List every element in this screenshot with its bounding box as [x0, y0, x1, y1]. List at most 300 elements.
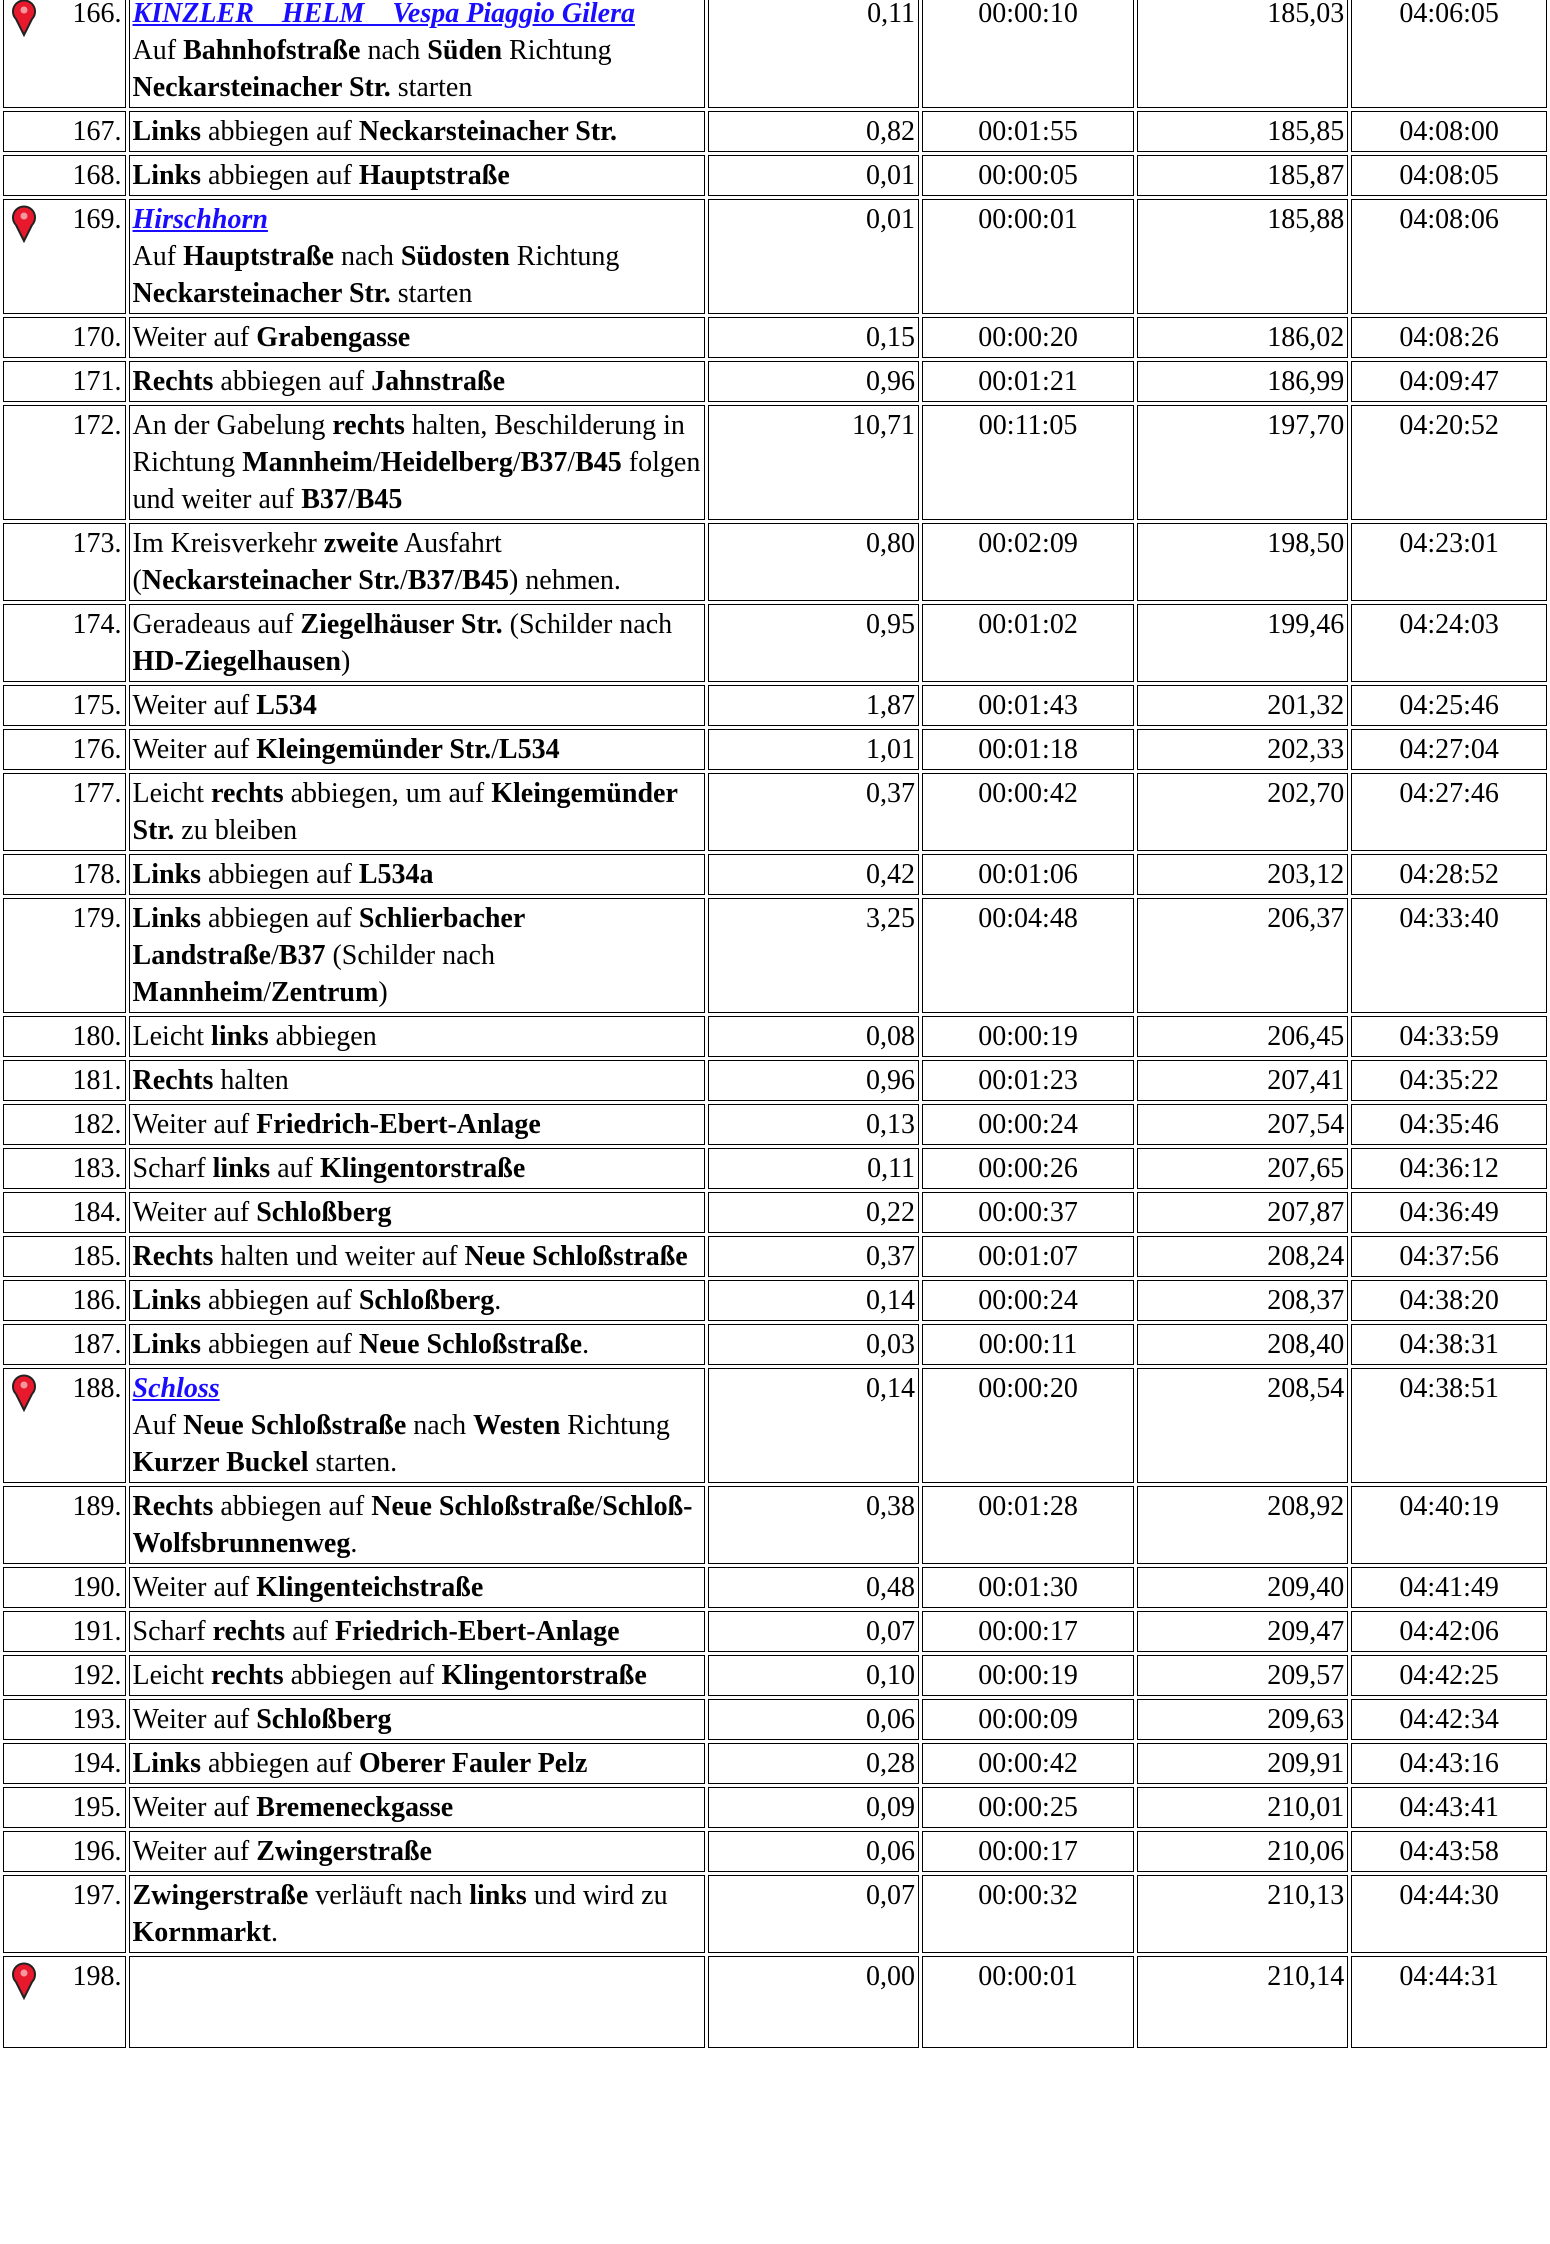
step-number: 185.: [72, 1241, 122, 1272]
cumulative-time-cell: [1351, 729, 1547, 770]
direction-text: Weiter auf: [132, 1792, 257, 1823]
direction-cell: [129, 1831, 706, 1872]
step-number: 197.: [72, 1880, 122, 1911]
table-row: [3, 111, 1547, 152]
cumulative-time-cell: [1351, 1486, 1547, 1564]
direction-cell: [129, 155, 706, 196]
cumulative-time-value: 04:20:52: [1399, 410, 1499, 441]
cumulative-time-cell: [1351, 111, 1547, 152]
map-pin-icon: [7, 203, 41, 243]
duration-value: 00:01:43: [978, 690, 1078, 721]
direction-cell: [129, 1324, 706, 1365]
road-name-text: L534: [256, 690, 317, 721]
distance-value: 0,96: [866, 1065, 916, 1096]
step-number: 188.: [72, 1373, 122, 1404]
cumulative-time-value: 04:41:49: [1399, 1572, 1499, 1603]
table-row: [3, 1486, 1547, 1564]
duration-cell: [922, 317, 1134, 358]
direction-text: starten.: [308, 1447, 398, 1478]
direction-cell: [129, 1104, 706, 1145]
step-number-cell: [3, 1611, 126, 1652]
step-number: 180.: [72, 1021, 122, 1052]
distance-cell: [708, 854, 919, 895]
waypoint-link[interactable]: Schloss: [132, 1373, 220, 1404]
distance-cell: [708, 1324, 919, 1365]
table-row: [3, 1567, 1547, 1608]
cumulative-distance-cell: [1137, 1280, 1348, 1321]
road-name-text: Links: [132, 116, 202, 147]
direction-cell: [129, 1368, 706, 1483]
cumulative-time-value: 04:23:01: [1399, 528, 1499, 559]
direction-text: abbiegen auf: [201, 1285, 359, 1316]
cumulative-distance-cell: [1137, 773, 1348, 851]
step-number-cell: [3, 317, 126, 358]
table-row: [3, 685, 1547, 726]
step-number: 179.: [72, 903, 122, 934]
cumulative-distance-cell: [1137, 1611, 1348, 1652]
cumulative-distance-value: 185,03: [1267, 0, 1345, 29]
cumulative-distance-value: 210,06: [1267, 1836, 1345, 1867]
road-name-text: Heidelberg: [380, 447, 513, 478]
duration-value: 00:00:20: [978, 322, 1078, 353]
cumulative-time-value: 04:35:46: [1399, 1109, 1499, 1140]
cumulative-distance-value: 186,02: [1267, 322, 1345, 353]
cumulative-time-cell: [1351, 1567, 1547, 1608]
step-number: 196.: [72, 1836, 122, 1867]
direction-text: .: [494, 1285, 502, 1316]
direction-text: und wird zu: [526, 1880, 668, 1911]
distance-cell: [708, 155, 919, 196]
cumulative-distance-value: 207,54: [1267, 1109, 1345, 1140]
cumulative-time-cell: [1351, 604, 1547, 682]
cumulative-distance-cell: [1137, 729, 1348, 770]
distance-value: 10,71: [852, 410, 916, 441]
step-number-cell: [3, 1567, 126, 1608]
direction-text: Geradeaus auf: [132, 609, 301, 640]
direction-text: /: [512, 447, 521, 478]
road-name-text: Zwingerstraße: [256, 1836, 432, 1867]
distance-value: 3,25: [866, 903, 916, 934]
cumulative-time-value: 04:35:22: [1399, 1065, 1499, 1096]
distance-value: 0,37: [866, 778, 916, 809]
cumulative-distance-value: 206,45: [1267, 1021, 1345, 1052]
step-number-cell: [3, 361, 126, 402]
distance-cell: [708, 1611, 919, 1652]
step-number-cell: [3, 1831, 126, 1872]
step-number: 174.: [72, 609, 122, 640]
duration-cell: [922, 1236, 1134, 1277]
direction-text: halten: [213, 1065, 289, 1096]
distance-value: 0,96: [866, 366, 916, 397]
cumulative-distance-cell: [1137, 898, 1348, 1013]
direction-text: /: [263, 977, 271, 1008]
direction-text: abbiegen auf: [201, 160, 359, 191]
duration-value: 00:01:02: [978, 609, 1078, 640]
road-name-text: B37: [278, 940, 326, 971]
distance-value: 0,14: [866, 1285, 916, 1316]
direction-text: verläuft nach: [308, 1880, 470, 1911]
table-row: [3, 854, 1547, 895]
cumulative-time-value: 04:24:03: [1399, 609, 1499, 640]
distance-value: 0,11: [867, 0, 916, 29]
direction-cell: [129, 1611, 706, 1652]
direction-text: auf: [270, 1153, 320, 1184]
duration-value: 00:00:17: [978, 1836, 1078, 1867]
road-name-text: Klingenteichstraße: [256, 1572, 484, 1603]
cumulative-time-cell: [1351, 1368, 1547, 1483]
step-number: 189.: [72, 1491, 122, 1522]
cumulative-time-value: 04:38:31: [1399, 1329, 1499, 1360]
direction-text: ) nehmen.: [508, 565, 621, 596]
direction-text: Leicht: [132, 778, 212, 809]
cumulative-time-value: 04:36:49: [1399, 1197, 1499, 1228]
step-number-cell: [3, 1016, 126, 1057]
map-pin-icon: [7, 0, 41, 37]
table-row: [3, 1236, 1547, 1277]
direction-text: halten, Beschilderung in Richtung: [132, 410, 685, 478]
direction-cell: [129, 405, 706, 520]
road-name-text: Rechts: [132, 366, 214, 397]
duration-value: 00:00:17: [978, 1616, 1078, 1647]
distance-value: 0,08: [866, 1021, 916, 1052]
direction-cell: [129, 1956, 706, 2048]
road-name-text: links: [211, 1021, 269, 1052]
step-number: 167.: [72, 116, 122, 147]
distance-value: 0,10: [866, 1660, 916, 1691]
direction-cell: [129, 1567, 706, 1608]
duration-value: 00:00:01: [978, 1961, 1078, 1992]
direction-text: Leicht: [132, 1660, 212, 1691]
duration-value: 00:01:30: [978, 1572, 1078, 1603]
step-number-cell: [3, 0, 126, 108]
cumulative-distance-cell: [1137, 1324, 1348, 1365]
duration-value: 00:00:42: [978, 778, 1078, 809]
distance-cell: [708, 1787, 919, 1828]
table-row: [3, 1016, 1547, 1057]
waypoint-link[interactable]: KINZLER _ HELM _ Vespa Piaggio Gilera: [132, 0, 635, 29]
direction-cell: [129, 729, 706, 770]
step-number-cell: [3, 1486, 126, 1564]
table-row: [3, 1655, 1547, 1696]
road-name-text: Hauptstraße: [183, 241, 334, 272]
direction-text: Scharf: [132, 1153, 213, 1184]
direction-text: (Schilder nach: [502, 609, 673, 640]
cumulative-distance-value: 197,70: [1267, 410, 1345, 441]
waypoint-link[interactable]: Hirschhorn: [132, 204, 268, 235]
table-row: [3, 1148, 1547, 1189]
step-number-cell: [3, 111, 126, 152]
distance-cell: [708, 1280, 919, 1321]
direction-text: /: [594, 1491, 603, 1522]
road-name-text: zweite: [323, 528, 399, 559]
cumulative-distance-cell: [1137, 1567, 1348, 1608]
step-number-cell: [3, 1148, 126, 1189]
road-name-text: rechts: [212, 1616, 286, 1647]
direction-text: folgen und weiter auf: [132, 447, 701, 515]
cumulative-time-cell: [1351, 317, 1547, 358]
step-number-cell: [3, 1280, 126, 1321]
cumulative-time-cell: [1351, 1280, 1547, 1321]
road-name-text: Schloßberg: [256, 1197, 392, 1228]
duration-cell: [922, 854, 1134, 895]
cumulative-time-value: 04:44:31: [1399, 1961, 1499, 1992]
cumulative-time-value: 04:38:20: [1399, 1285, 1499, 1316]
table-row: [3, 1192, 1547, 1233]
map-pin-icon: [7, 1960, 41, 2000]
cumulative-time-value: 04:08:26: [1399, 322, 1499, 353]
duration-cell: [922, 729, 1134, 770]
cumulative-time-cell: [1351, 1611, 1547, 1652]
road-name-text: Bahnhofstraße: [183, 35, 361, 66]
road-name-text: Links: [132, 1329, 202, 1360]
direction-text: abbiegen auf: [201, 859, 359, 890]
duration-value: 00:00:09: [978, 1704, 1078, 1735]
distance-cell: [708, 1699, 919, 1740]
direction-text: /: [454, 565, 463, 596]
road-name-text: HD-Ziegelhausen: [132, 646, 341, 677]
duration-cell: [922, 773, 1134, 851]
step-number-cell: [3, 604, 126, 682]
direction-text: Auf: [132, 241, 184, 272]
step-number-cell: [3, 1787, 126, 1828]
cumulative-time-value: 04:33:40: [1399, 903, 1499, 934]
distance-cell: [708, 1831, 919, 1872]
road-name-text: rechts: [211, 778, 284, 809]
cumulative-distance-cell: [1137, 1148, 1348, 1189]
duration-cell: [922, 1875, 1134, 1953]
step-number-cell: [3, 523, 126, 601]
map-pin-icon: [7, 1372, 41, 1412]
table-row: [3, 1280, 1547, 1321]
road-name-text: Südosten: [400, 241, 510, 272]
step-number-cell: [3, 405, 126, 520]
road-name-text: Links: [132, 1285, 202, 1316]
cumulative-distance-cell: [1137, 1192, 1348, 1233]
distance-cell: [708, 1192, 919, 1233]
step-number-cell: [3, 1060, 126, 1101]
direction-cell: [129, 854, 706, 895]
step-number: 169.: [72, 204, 122, 235]
duration-cell: [922, 199, 1134, 314]
cumulative-time-cell: [1351, 405, 1547, 520]
cumulative-distance-value: 208,37: [1267, 1285, 1345, 1316]
direction-text: Weiter auf: [132, 1836, 257, 1867]
cumulative-distance-value: 206,37: [1267, 903, 1345, 934]
direction-cell: [129, 1787, 706, 1828]
distance-cell: [708, 1016, 919, 1057]
duration-value: 00:00:32: [978, 1880, 1078, 1911]
step-number-cell: [3, 773, 126, 851]
road-name-text: Rechts: [132, 1491, 214, 1522]
step-number: 182.: [72, 1109, 122, 1140]
duration-cell: [922, 1831, 1134, 1872]
duration-cell: [922, 1699, 1134, 1740]
road-name-text: Zentrum: [270, 977, 379, 1008]
direction-cell: [129, 1655, 706, 1696]
distance-value: 0,03: [866, 1329, 916, 1360]
step-number-cell: [3, 1368, 126, 1483]
step-number: 184.: [72, 1197, 122, 1228]
road-name-text: links: [212, 1153, 271, 1184]
direction-text: /: [347, 484, 356, 515]
duration-cell: [922, 604, 1134, 682]
direction-text: Weiter auf: [132, 1704, 257, 1735]
duration-value: 00:01:06: [978, 859, 1078, 890]
direction-cell: [129, 199, 706, 314]
distance-value: 0,42: [866, 859, 916, 890]
cumulative-time-value: 04:08:05: [1399, 160, 1499, 191]
duration-cell: [922, 1280, 1134, 1321]
distance-cell: [708, 199, 919, 314]
road-name-text: Rechts: [132, 1065, 214, 1096]
cumulative-distance-cell: [1137, 111, 1348, 152]
road-name-text: Kleingemünder Str.: [132, 778, 678, 846]
distance-cell: [708, 1956, 919, 2048]
road-name-text: B37: [520, 447, 568, 478]
table-row: [3, 773, 1547, 851]
road-name-text: Neckarsteinacher Str.: [132, 278, 391, 309]
road-name-text: B45: [355, 484, 403, 515]
duration-cell: [922, 405, 1134, 520]
distance-cell: [708, 405, 919, 520]
cumulative-time-cell: [1351, 1016, 1547, 1057]
road-name-text: Links: [132, 160, 202, 191]
road-name-text: Süden: [427, 35, 503, 66]
cumulative-distance-cell: [1137, 1236, 1348, 1277]
direction-text: Auf: [132, 1410, 184, 1441]
cumulative-distance-cell: [1137, 1743, 1348, 1784]
distance-value: 0,28: [866, 1748, 916, 1779]
step-number: 191.: [72, 1616, 122, 1647]
duration-value: 00:04:48: [978, 903, 1078, 934]
table-row: [3, 1060, 1547, 1101]
cumulative-time-value: 04:33:59: [1399, 1021, 1499, 1052]
duration-cell: [922, 1567, 1134, 1608]
table-row: [3, 361, 1547, 402]
table-row: [3, 604, 1547, 682]
cumulative-distance-cell: [1137, 1699, 1348, 1740]
cumulative-distance-cell: [1137, 685, 1348, 726]
road-name-text: Westen: [473, 1410, 561, 1441]
direction-text: abbiegen auf: [201, 1748, 359, 1779]
direction-text: /: [400, 565, 408, 596]
step-number: 190.: [72, 1572, 122, 1603]
road-name-text: Links: [132, 859, 202, 890]
distance-cell: [708, 111, 919, 152]
step-number: 173.: [72, 528, 122, 559]
duration-cell: [922, 1148, 1134, 1189]
distance-cell: [708, 1368, 919, 1483]
direction-text: (Schilder nach: [325, 940, 495, 971]
distance-value: 0,95: [866, 609, 916, 640]
distance-cell: [708, 361, 919, 402]
table-row: [3, 523, 1547, 601]
cumulative-distance-value: 208,40: [1267, 1329, 1345, 1360]
distance-cell: [708, 1148, 919, 1189]
duration-cell: [922, 1192, 1134, 1233]
step-number-cell: [3, 1104, 126, 1145]
step-number: 192.: [72, 1660, 122, 1691]
cumulative-distance-cell: [1137, 317, 1348, 358]
direction-text: Weiter auf: [132, 1572, 257, 1603]
cumulative-distance-value: 185,88: [1267, 204, 1345, 235]
step-number: 178.: [72, 859, 122, 890]
cumulative-distance-value: 207,41: [1267, 1065, 1345, 1096]
duration-cell: [922, 111, 1134, 152]
direction-cell: [129, 317, 706, 358]
direction-cell: [129, 604, 706, 682]
step-number-cell: [3, 1699, 126, 1740]
road-name-text: Klingentorstraße: [441, 1660, 647, 1691]
road-name-text: Neckarsteinacher Str.: [358, 116, 618, 147]
distance-cell: [708, 1567, 919, 1608]
distance-value: 1,01: [866, 734, 916, 765]
direction-cell: [129, 523, 706, 601]
table-row: [3, 405, 1547, 520]
cumulative-time-value: 04:06:05: [1399, 0, 1499, 29]
duration-value: 00:00:26: [978, 1153, 1078, 1184]
duration-value: 00:00:24: [978, 1285, 1078, 1316]
direction-text: starten: [390, 278, 473, 309]
road-name-text: Schloßberg: [256, 1704, 392, 1735]
cumulative-distance-value: 202,33: [1267, 734, 1345, 765]
distance-value: 0,37: [866, 1241, 916, 1272]
cumulative-distance-value: 203,12: [1267, 859, 1345, 890]
road-name-text: Links: [132, 1748, 202, 1779]
direction-text: auf: [285, 1616, 335, 1647]
cumulative-distance-value: 209,40: [1267, 1572, 1345, 1603]
step-number: 195.: [72, 1792, 122, 1823]
direction-text: .: [270, 1917, 278, 1948]
cumulative-time-cell: [1351, 1787, 1547, 1828]
cumulative-time-value: 04:43:58: [1399, 1836, 1499, 1867]
table-row: [3, 155, 1547, 196]
step-number: 183.: [72, 1153, 122, 1184]
road-name-text: B45: [575, 447, 622, 478]
direction-cell: [129, 361, 706, 402]
direction-text: /: [567, 447, 576, 478]
cumulative-time-cell: [1351, 854, 1547, 895]
road-name-text: Bremeneckgasse: [256, 1792, 454, 1823]
distance-cell: [708, 898, 919, 1013]
cumulative-time-value: 04:42:06: [1399, 1616, 1499, 1647]
step-number: 176.: [72, 734, 122, 765]
distance-cell: [708, 1236, 919, 1277]
duration-cell: [922, 898, 1134, 1013]
cumulative-distance-cell: [1137, 199, 1348, 314]
table-row: [3, 1368, 1547, 1483]
step-number-cell: [3, 1236, 126, 1277]
cumulative-distance-cell: [1137, 1060, 1348, 1101]
road-name-text: B45: [462, 565, 509, 596]
distance-cell: [708, 1060, 919, 1101]
duration-value: 00:00:19: [978, 1660, 1078, 1691]
direction-cell: [129, 685, 706, 726]
distance-value: 0,11: [867, 1153, 916, 1184]
road-name-text: Friedrich-Ebert-Anlage: [334, 1616, 620, 1647]
road-name-text: Ziegelhäuser Str.: [300, 609, 503, 640]
duration-value: 00:00:42: [978, 1748, 1078, 1779]
cumulative-distance-value: 210,01: [1267, 1792, 1345, 1823]
duration-value: 00:01:55: [978, 116, 1078, 147]
direction-cell: [129, 1743, 706, 1784]
direction-cell: [129, 0, 706, 108]
cumulative-time-cell: [1351, 1148, 1547, 1189]
distance-value: 0,15: [866, 322, 916, 353]
road-name-text: Kurzer Buckel: [132, 1447, 309, 1478]
direction-text: halten und weiter auf: [213, 1241, 465, 1272]
cumulative-distance-value: 207,65: [1267, 1153, 1345, 1184]
